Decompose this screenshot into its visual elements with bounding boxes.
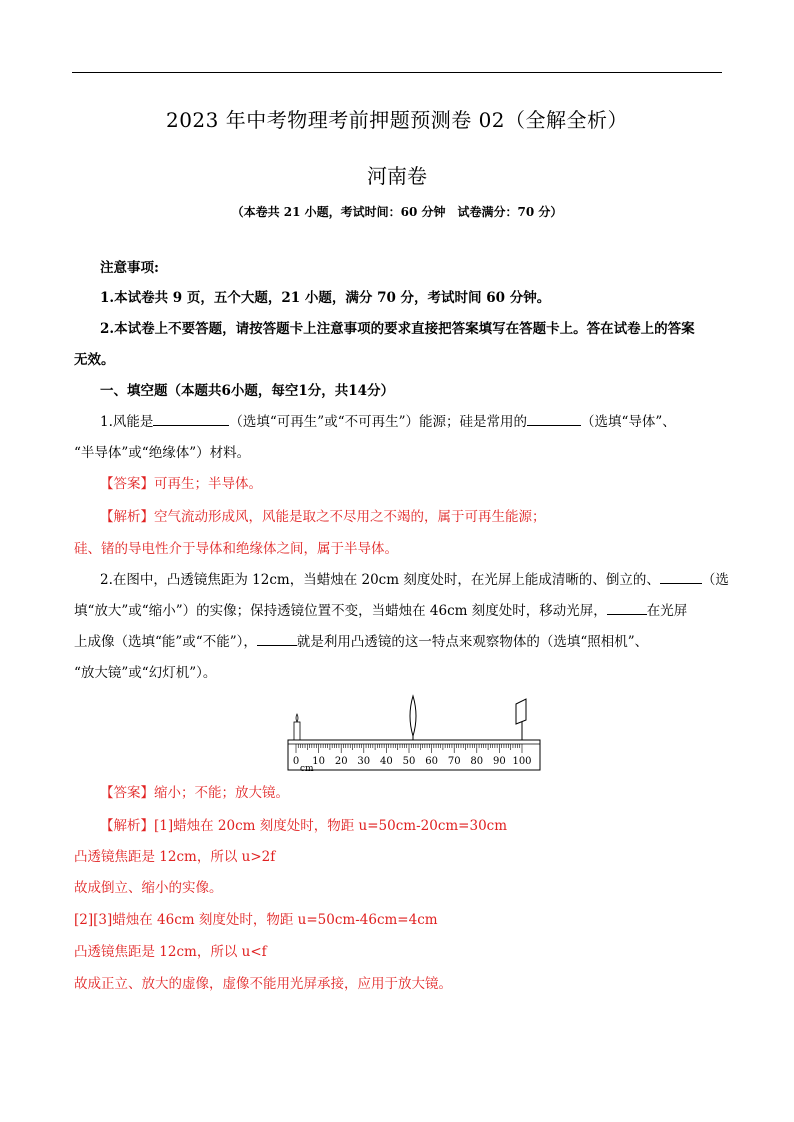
- question-2-line-4: “放大镜”或“幻灯机”）。: [74, 665, 217, 681]
- q2-text: 2.在图中，凸透镜焦距为 12cm，当蜡烛在 20cm 刻度处时，在光屏上能成清晰的、倒立的、: [100, 572, 660, 588]
- notice-heading: 注意事项:: [100, 260, 159, 276]
- q2-text: 就是利用凸透镜的这一特点来观察物体的（选填“照相机”、: [296, 634, 649, 650]
- q1-text-b: （选填“可再生”或“不可再生”）能源；硅是常用的: [229, 414, 527, 430]
- light-screen-icon: [516, 699, 526, 742]
- page-title: 2023 年中考物理考前押题预测卷 02（全解全析）: [165, 108, 629, 132]
- ruler-tick-label: 100: [512, 756, 532, 767]
- question-2-line-3: [74, 630, 648, 650]
- analysis-tag: 【解析】: [100, 818, 154, 834]
- answer-text: 缩小；不能；放大镜。: [154, 785, 289, 801]
- page-subtitle: 河南卷: [367, 164, 427, 188]
- ruler-unit-label: cm: [300, 764, 314, 772]
- optical-bench-svg: [286, 692, 542, 772]
- analysis-tag: 【解析】: [100, 509, 154, 525]
- answer-tag: 【答案】: [100, 476, 154, 492]
- q1-text-c: （选填“导体”、: [581, 414, 676, 430]
- q1-answer: [100, 472, 262, 492]
- question-1-line-1: [100, 410, 676, 430]
- q2-text: （选: [701, 572, 729, 588]
- ruler-tick-label: 90: [493, 756, 506, 767]
- answer-tag: 【答案】: [100, 785, 154, 801]
- notice-item-2: 2.本试卷上不要答题，请按答题卡上注意事项的要求直接把答案填写在答题卡上。答在试卷上的答案: [100, 321, 695, 337]
- ruler-tick-label: 30: [357, 756, 371, 767]
- ruler-tick-label: 40: [380, 756, 393, 767]
- answer-blank: [607, 602, 647, 615]
- header-rule: [72, 72, 722, 73]
- ruler-tick-label: 80: [470, 756, 484, 767]
- answer-blank: [153, 413, 229, 426]
- answer-text: 可再生；半导体。: [154, 476, 262, 492]
- answer-blank: [660, 571, 702, 584]
- q2-analysis-2: 凸透镜焦距是 12cm，所以 u>2f: [74, 849, 276, 865]
- convex-lens-icon: [410, 696, 416, 742]
- q1-analysis-2: 硅、锗的导电性介于导体和绝缘体之间，属于半导体。: [74, 541, 398, 557]
- candle-icon: [294, 714, 300, 740]
- q2-text: 上成像（选填“能”或“不能”），: [74, 634, 257, 650]
- notice-item-1: 1.本试卷共 9 页，五个大题，21 小题，满分 70 分，考试时间 60 分钟。: [100, 290, 551, 306]
- exam-info: （本卷共 21 小题，考试时间：60 分钟 试卷满分：70 分）: [231, 205, 563, 219]
- q1-analysis-1: [100, 505, 546, 525]
- ruler-tick-label: 70: [447, 756, 461, 767]
- analysis-text: 空气流动形成风，风能是取之不尽用之不竭的，属于可再生能源；: [154, 509, 546, 525]
- q2-analysis-3: 故成倒立、缩小的实像。: [74, 880, 223, 896]
- ruler-tick-label: 50: [402, 756, 416, 767]
- q2-analysis-5: 凸透镜焦距是 12cm，所以 u<f: [74, 944, 267, 960]
- q2-analysis-4: [2][3]蜡烛在 46cm 刻度处时，物距 u=50cm-46cm=4cm: [74, 912, 438, 928]
- answer-blank: [527, 413, 581, 426]
- q2-text: 在光屏: [646, 603, 688, 619]
- ruler-tick-label: 60: [425, 756, 438, 767]
- q2-analysis-6: 故成正立、放大的虚像，虚像不能用光屏承接，应用于放大镜。: [74, 976, 452, 992]
- q1-text-a: 1.风能是: [100, 414, 154, 430]
- question-2-line-2: [74, 599, 687, 619]
- ruler-tick-label: 20: [334, 756, 348, 767]
- question-1-line-2: “半导体”或“绝缘体”）材料。: [74, 445, 251, 461]
- ruler-tick-label: 10: [312, 756, 325, 767]
- q2-answer: [100, 781, 289, 801]
- q2-text: 填“放大”或“缩小”）的实像；保持透镜位置不变，当蜡烛在 46cm 刻度处时，移动光屏，: [74, 603, 607, 619]
- notice-item-2-cont: 无效。: [74, 352, 115, 368]
- answer-blank: [257, 633, 297, 646]
- section-heading: 一、填空题（本题共6小题，每空1分，共14分）: [100, 383, 395, 399]
- ruler-tick-label: 0: [292, 756, 300, 767]
- analysis-text: [1]蜡烛在 20cm 刻度处时，物距 u=50cm-20cm=30cm: [154, 818, 508, 834]
- optical-bench-figure: [286, 692, 542, 772]
- q2-analysis-1: [100, 814, 507, 834]
- question-2-line-1: [100, 568, 729, 588]
